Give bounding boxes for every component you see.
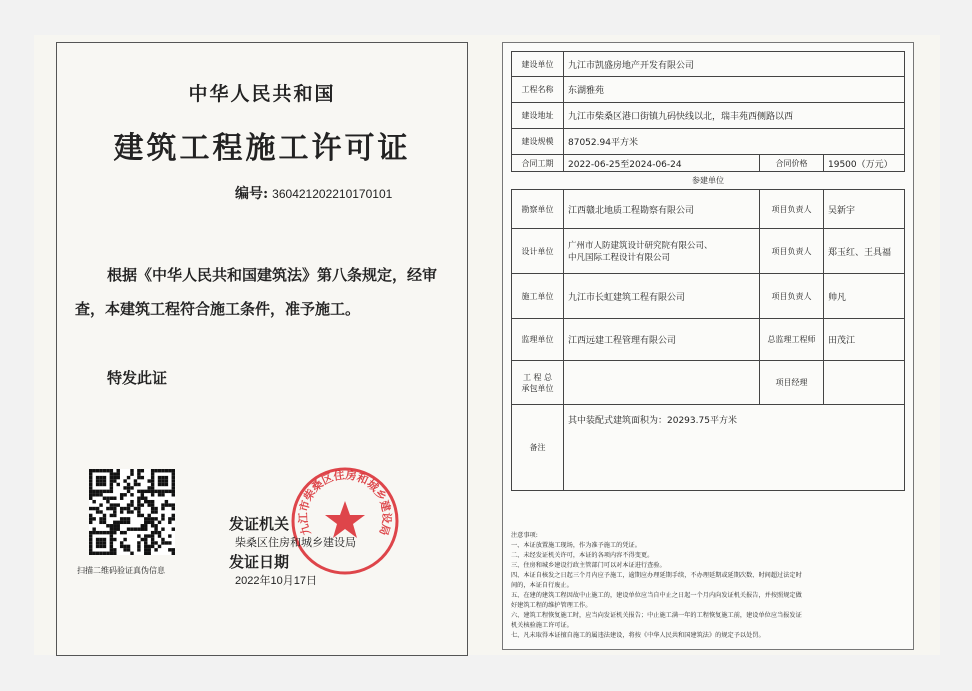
general-contractor-label-line-1: 工 程 总 [522, 372, 553, 382]
list-item: 二、未经发证机关许可，本证的各项内容不得变更。 [511, 552, 654, 559]
price-label: 合同价格 [760, 155, 824, 171]
general-manager-label: 项目经理 [760, 361, 824, 404]
list-item: 六、建筑工程恢复施工时，应当向发证机关报告；中止施工满一年的工程恢复施工前，建设单位应当报发证 [511, 612, 802, 619]
supervision-lead: 田茂江 [828, 336, 856, 346]
statement-line-1: 根据《中华人民共和国建筑法》第八条规定，经审 [107, 266, 438, 284]
list-item: 四、本证自核发之日起三个月内应予施工，逾期应办理延期手续，不办理延期或延期次数、时间超过法定时 [511, 572, 802, 579]
general-contractor-label [512, 361, 564, 404]
supervision-lead-label: 总监理工程师 [760, 319, 824, 360]
list-item: 一、本证放置施工现场，作为准予施工的凭证。 [511, 542, 641, 549]
address-value: 九江市柴桑区港口街镇九码快线以北，瑞丰苑西侧路以西 [568, 112, 794, 122]
general-manager [824, 361, 828, 404]
table-row [511, 189, 905, 229]
table-row [511, 361, 905, 405]
table-row [511, 51, 905, 77]
builder-unit: 九江市长虹建筑工程有限公司 [564, 274, 760, 318]
design-unit-line-1: 广州市人防建筑设计研究院有限公司、 [568, 241, 713, 251]
statement-line-2: 查，本建筑工程符合施工条件，准予施工。 [75, 300, 361, 318]
table-row [511, 129, 905, 155]
design-lead: 郑玉红、王具福 [828, 247, 892, 258]
verification-qr-code[interactable] [89, 469, 175, 555]
notes-section [511, 531, 907, 641]
survey-label: 勘察单位 [512, 190, 564, 228]
construction-unit-value: 九江市凯盛房地产开发有限公司 [568, 60, 695, 71]
participants-title: 参建单位 [692, 176, 724, 185]
table-row [511, 319, 905, 361]
list-item: 七、凡未取得本证擅自施工的属违法建设，将按《中华人民共和国建筑法》的规定予以处罚。 [511, 632, 765, 639]
builder-lead: 帅凡 [828, 292, 847, 303]
scale-label: 建设规模 [512, 129, 564, 154]
remarks-value: 其中装配式建筑面积为：20293.75平方米 [568, 416, 737, 426]
special-issue-text: 特发此证 [107, 369, 168, 387]
serial-label: 编号: [235, 186, 269, 202]
permit-cover-page [56, 42, 468, 656]
issue-date-row [229, 551, 317, 588]
general-contractor-unit [564, 361, 760, 404]
scale-value: 87052.94平方米 [568, 138, 638, 148]
price-value: 19500（万元） [828, 159, 893, 170]
design-unit [564, 229, 760, 273]
address-label: 建设地址 [512, 103, 564, 128]
qr-caption: 扫描二维码验证真伪信息 [77, 566, 165, 575]
supervision-label: 监理单位 [512, 319, 564, 360]
notes-title: 注意事项: [511, 532, 538, 539]
list-item: 机关核验施工许可证。 [511, 622, 573, 629]
supervision-unit: 江西远建工程管理有限公司 [564, 319, 760, 360]
project-info-table [511, 51, 905, 491]
project-name-label: 工程名称 [512, 77, 564, 102]
period-value: 2022-06-25至2024-06-24 [564, 155, 760, 171]
serial-value: 360421202210170101 [272, 187, 393, 201]
list-item: 好建筑工程的维护管理工作。 [511, 602, 592, 609]
project-name-value: 东湖雅苑 [568, 86, 605, 96]
issuer-label: 发证机关 [229, 515, 290, 533]
list-item: 间的，本证自行废止。 [511, 582, 573, 589]
qr-code-icon [89, 469, 175, 555]
table-row [511, 77, 905, 103]
issuer-row [229, 513, 356, 550]
table-row [511, 229, 905, 274]
survey-unit: 江西赣北地质工程勘察有限公司 [564, 190, 760, 228]
serial-number [235, 183, 392, 203]
period-label: 合同工期 [512, 155, 564, 171]
issue-date-label: 发证日期 [229, 553, 290, 571]
survey-lead-label: 项目负责人 [760, 190, 824, 228]
country-title: 中华人民共和国 [188, 83, 336, 105]
table-row [511, 274, 905, 319]
issuer-value: 柴桑区住房和城乡建设局 [235, 536, 356, 549]
construction-unit-label: 建设单位 [512, 52, 564, 76]
table-row [511, 155, 905, 172]
design-unit-line-2: 中凡国际工程设计有限公司 [568, 253, 671, 263]
list-item: 五、在建的建筑工程因故中止施工的，建设单位应当自中止之日起一个月内向发证机关报告，并按照规定做 [511, 592, 802, 599]
table-row [511, 405, 905, 491]
builder-lead-label: 项目负责人 [760, 274, 824, 318]
seal-text: 九江市柴桑区住房和城乡建设局 [296, 468, 394, 537]
general-contractor-label-line-2: 承包单位 [521, 383, 554, 393]
issue-date-value: 2022年10月17日 [235, 575, 317, 587]
table-row [511, 103, 905, 129]
permit-title: 建筑工程施工许可证 [113, 131, 411, 166]
design-lead-label: 项目负责人 [760, 229, 824, 273]
list-item: 三、住房和城乡建设行政主管部门可以对本证进行查验。 [511, 562, 666, 569]
permit-detail-page [502, 42, 914, 650]
remarks-label: 备注 [512, 405, 564, 490]
survey-lead: 吴新宇 [828, 205, 856, 216]
builder-label: 施工单位 [512, 274, 564, 318]
design-label: 设计单位 [512, 229, 564, 273]
